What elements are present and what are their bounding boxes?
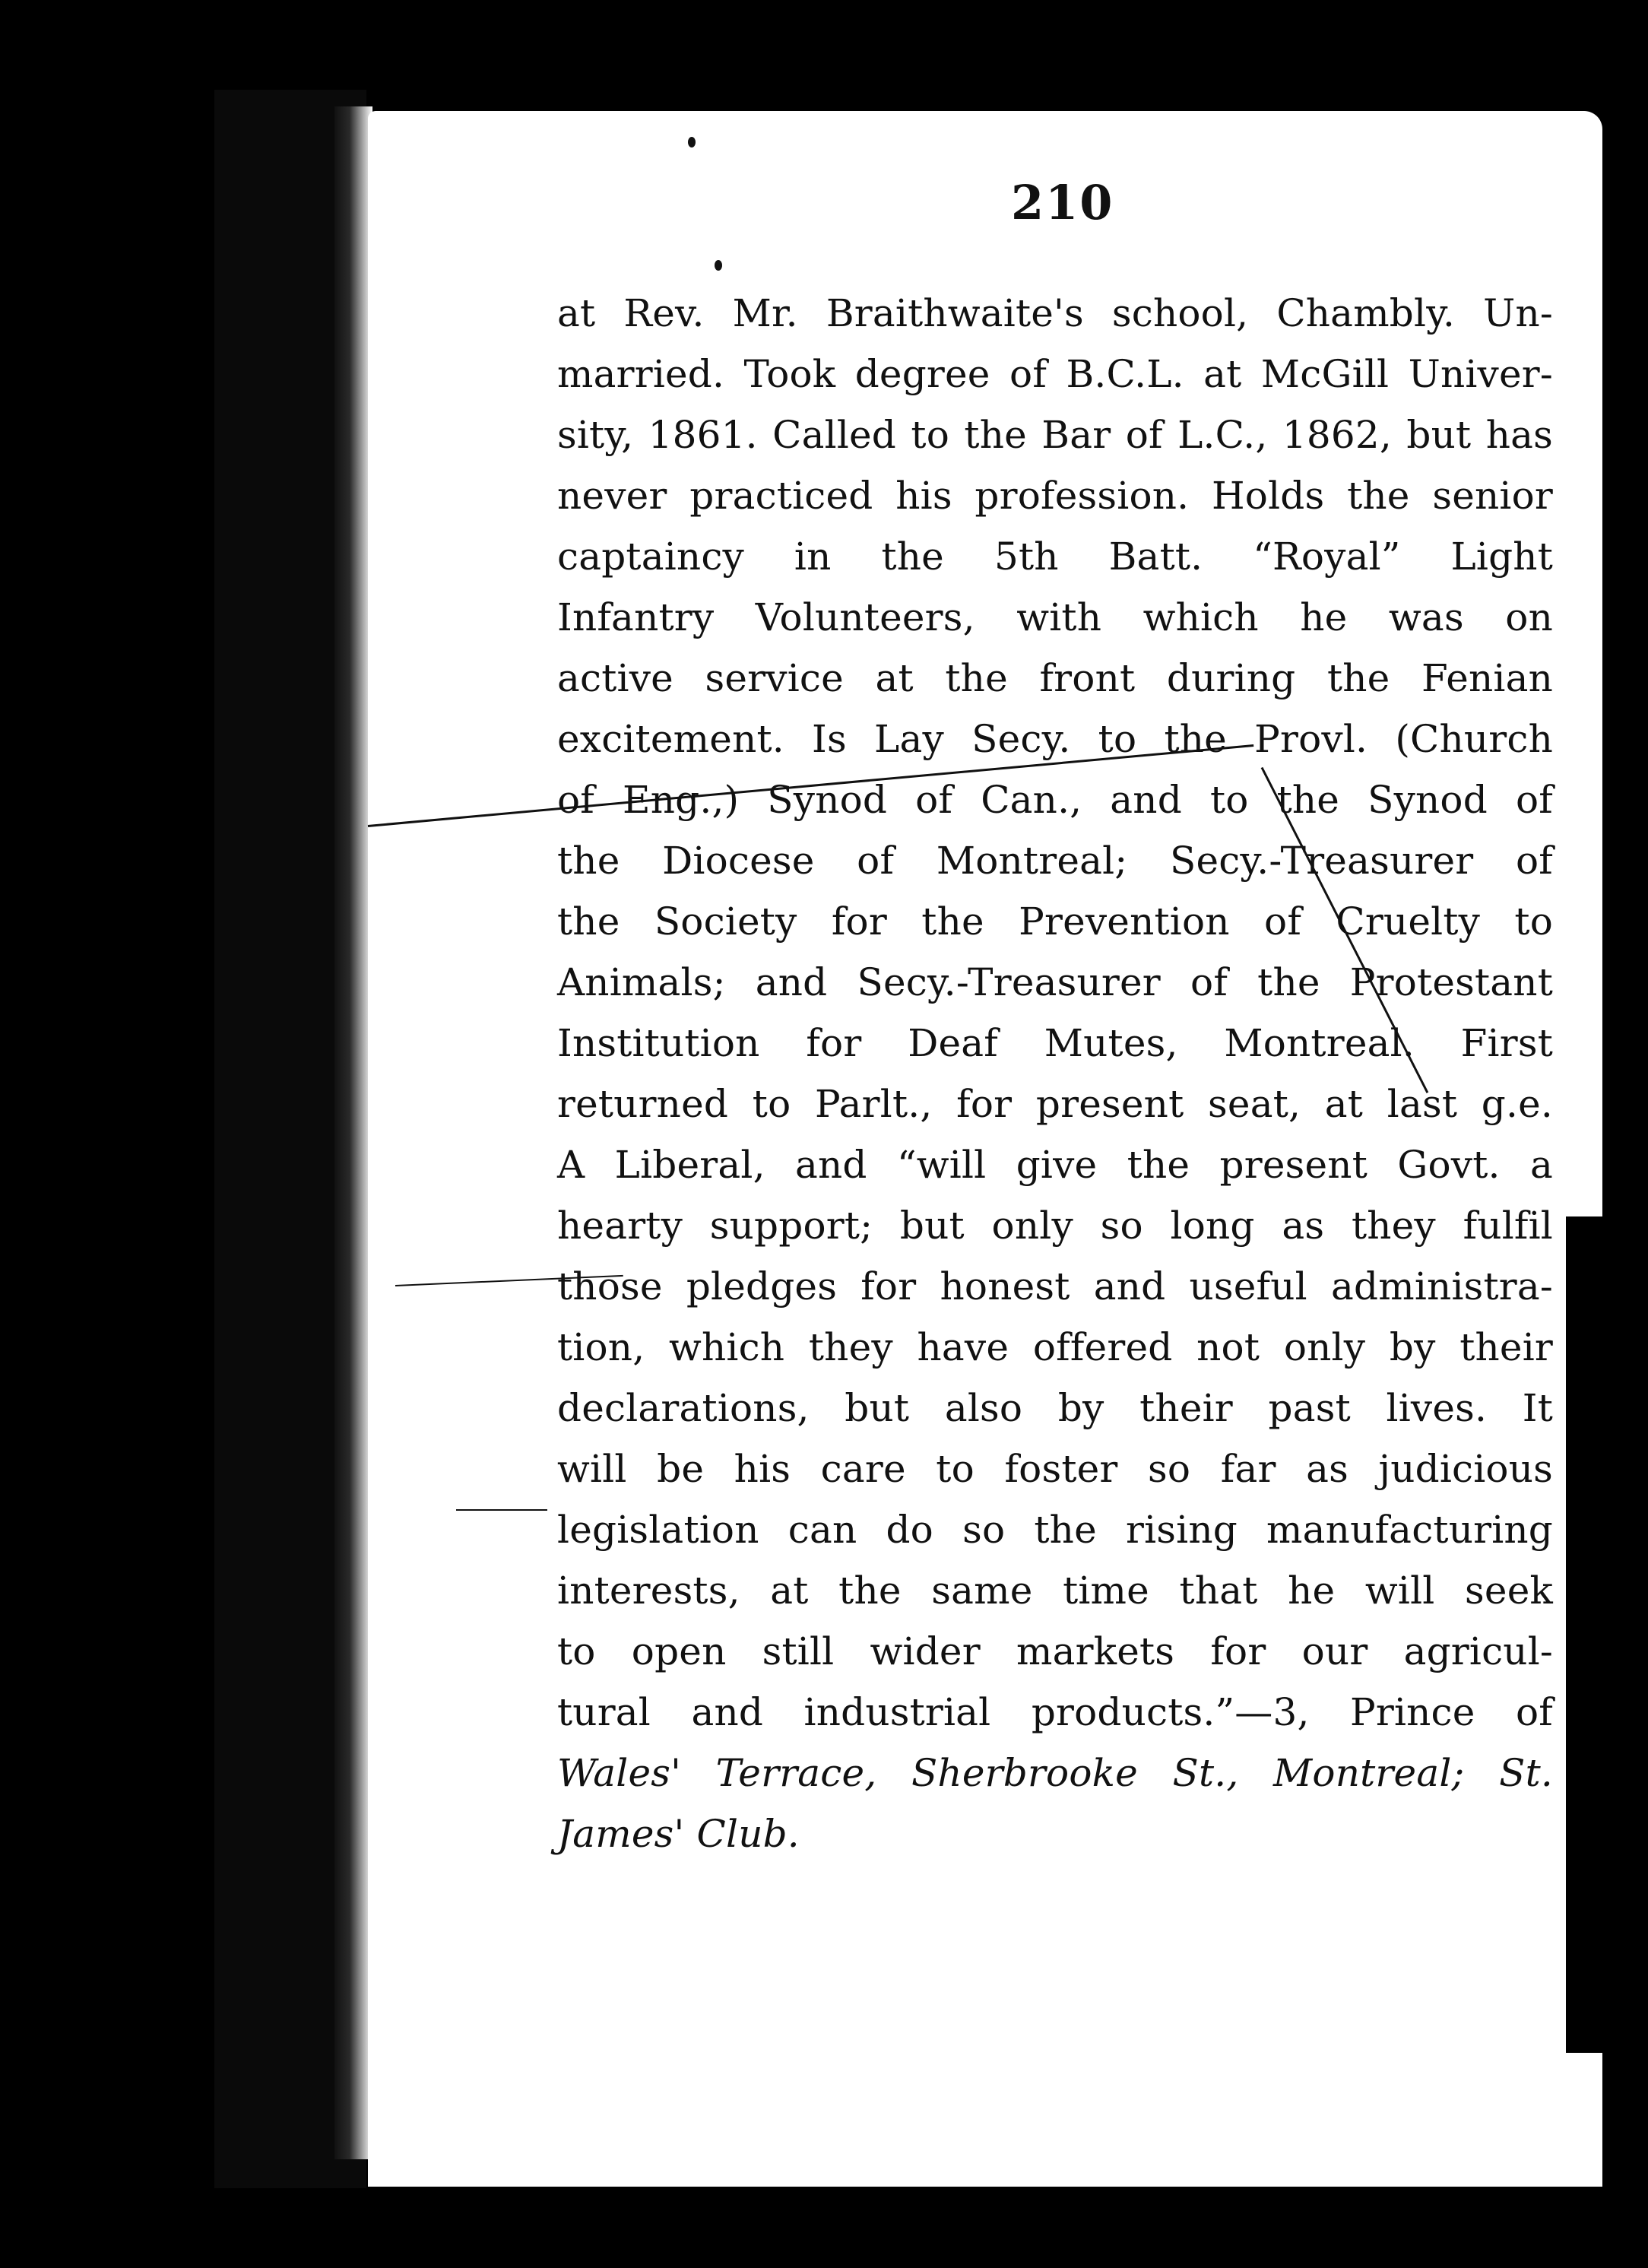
text-line: of Eng.,) Synod of Can., and to the Synod of	[557, 778, 1553, 822]
text-line: excitement. Is Lay Secy. to the Provl. (Church	[557, 717, 1553, 761]
annotation-stroke	[456, 1509, 547, 1511]
text-line: will be his care to foster so far as judicious	[557, 1447, 1553, 1491]
text-line: Animals; and Secy.-Treasurer of the Protestant	[557, 960, 1553, 1004]
text-line-italic: James' Club.	[557, 1812, 800, 1856]
page-number: 210	[1011, 175, 1114, 230]
text-line: the Diocese of Montreal; Secy.-Treasurer of	[557, 839, 1553, 883]
text-line: hearty support; but only so long as they fulfil	[557, 1204, 1553, 1248]
text-line: declarations, but also by their past lives. It	[557, 1386, 1553, 1430]
text-line: those pledges for honest and useful administra-	[557, 1264, 1553, 1308]
body-text	[557, 283, 1553, 1864]
text-line: Institution for Deaf Mutes, Montreal. First	[557, 1021, 1553, 1065]
page-edge-shadow	[1566, 1216, 1602, 2053]
text-line: legislation can do so the rising manufacturing	[557, 1508, 1553, 1552]
text-line: sity, 1861. Called to the Bar of L.C., 1862, but has	[557, 413, 1553, 457]
text-line: captaincy in the 5th Batt. “Royal” Light	[557, 534, 1553, 579]
ink-mark	[688, 137, 696, 147]
text-line: tural and industrial products.”—3, Prince of	[557, 1690, 1553, 1734]
text-line: never practiced his profession. Holds the senior	[557, 474, 1553, 518]
text-line: to open still wider markets for our agricul-	[557, 1629, 1553, 1673]
text-line: married. Took degree of B.C.L. at McGill Univer-	[557, 352, 1553, 396]
text-line: tion, which they have offered not only by their	[557, 1325, 1553, 1369]
page-gutter	[334, 106, 372, 2159]
text-line-italic: Wales' Terrace, Sherbrooke St., Montreal; St.	[557, 1751, 1553, 1795]
text-line: active service at the front during the Fenian	[557, 656, 1553, 700]
ink-mark	[715, 260, 722, 271]
text-line: Infantry Volunteers, with which he was on	[557, 595, 1553, 639]
text-line: the Society for the Prevention of Cruelty to	[557, 899, 1553, 944]
text-line: interests, at the same time that he will seek	[557, 1569, 1553, 1613]
text-line: returned to Parlt., for present seat, at last g.e.	[557, 1082, 1553, 1126]
text-line: at Rev. Mr. Braithwaite's school, Chambly. Un-	[557, 291, 1553, 335]
text-line: A Liberal, and “will give the present Govt. a	[557, 1143, 1553, 1187]
